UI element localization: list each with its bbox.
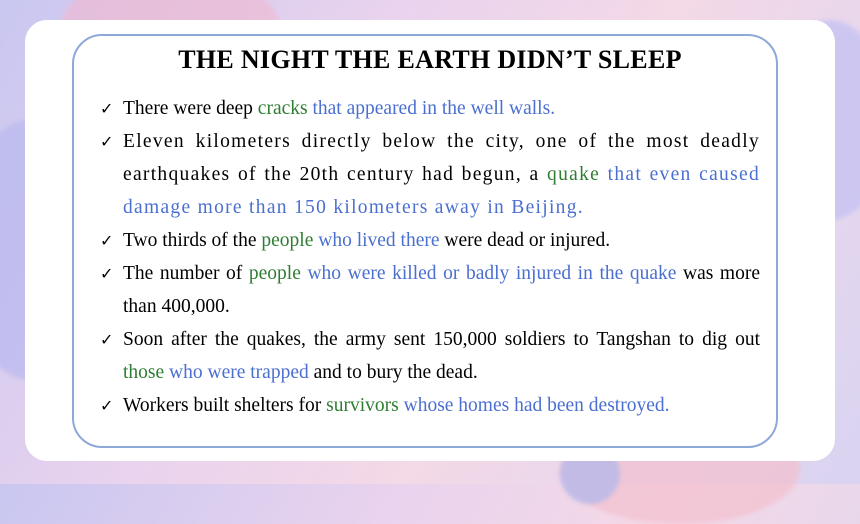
relative-clause: who were trapped — [164, 362, 309, 383]
key-noun: survivors — [326, 395, 399, 416]
bullet-text: There were deep — [123, 98, 258, 119]
bullet-item — [100, 224, 760, 257]
bullet-item — [100, 257, 760, 323]
bullet-item — [100, 323, 760, 389]
key-noun: people — [261, 230, 314, 251]
key-noun: people — [248, 263, 301, 284]
checkmark-icon: ✓ — [100, 264, 114, 283]
relative-clause: whose homes had been destroyed. — [398, 395, 670, 416]
bullet-text: Two thirds of the — [123, 230, 262, 251]
relative-clause: that appeared in the well walls. — [307, 98, 556, 119]
bullet-text: The number of — [123, 263, 249, 284]
checkmark-icon: ✓ — [100, 99, 114, 118]
bullet-text-end: and to bury the dead. — [308, 362, 478, 383]
bullet-text: Workers built shelters for — [123, 395, 327, 416]
checkmark-icon: ✓ — [100, 396, 114, 415]
bullet-text: Eleven kilometers directly below the city, one of the most deadly earthquakes of the 20th century had begun, a — [123, 131, 760, 185]
key-noun: cracks — [257, 98, 308, 119]
slide-title: THE NIGHT THE EARTH DIDN’T SLEEP — [178, 45, 682, 74]
bullet-text: Soon after the quakes, the army sent 150,000 soldiers to Tangshan to dig out — [123, 329, 760, 350]
relative-clause: who lived there — [313, 230, 440, 251]
relative-clause: who were killed or badly injured in the quake — [300, 263, 677, 284]
key-noun: those — [123, 362, 165, 383]
relative-clause: that even caused damage more than 150 kilometers away in Beijing. — [123, 164, 760, 218]
bullet-text-end: was more than 400,000. — [123, 263, 760, 317]
bullet-item — [100, 125, 760, 224]
bullet-list — [100, 92, 760, 422]
key-noun: quake — [547, 164, 601, 185]
checkmark-icon: ✓ — [100, 132, 115, 151]
checkmark-icon: ✓ — [100, 231, 114, 250]
checkmark-icon: ✓ — [100, 330, 114, 349]
bullet-text-end: were dead or injured. — [439, 230, 611, 251]
bullet-item — [100, 389, 760, 422]
bullet-item — [100, 92, 760, 125]
